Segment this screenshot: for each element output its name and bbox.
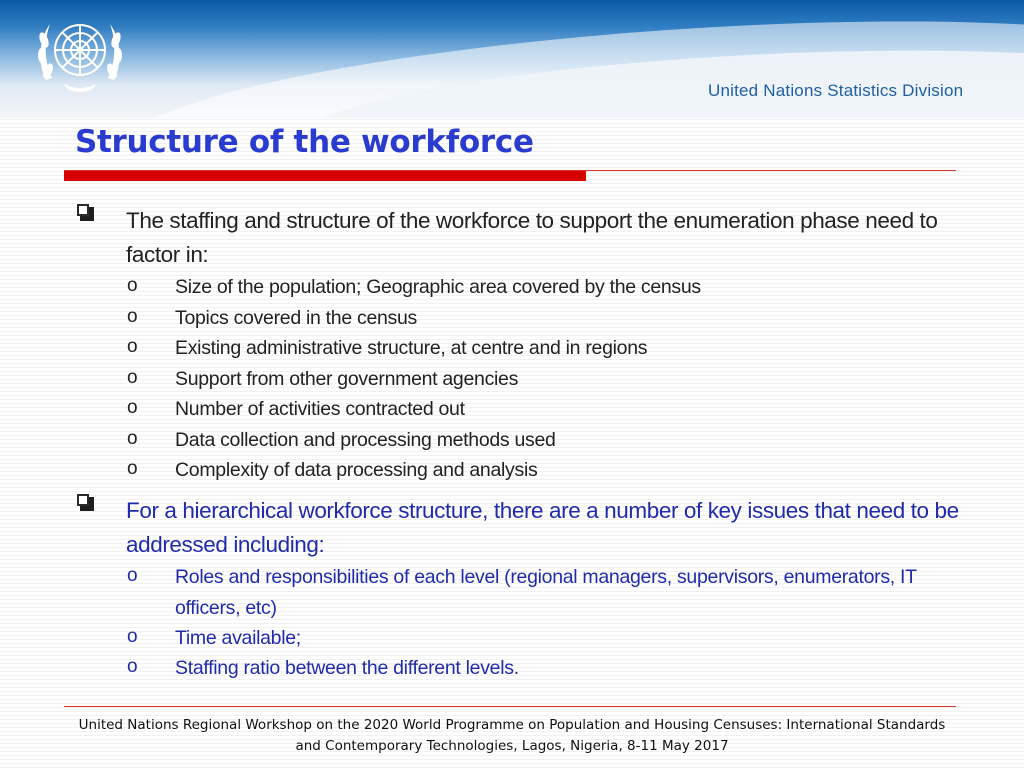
sub-bullet-marker: o — [127, 428, 138, 449]
header-banner — [0, 0, 1024, 118]
sub-bullet-marker: o — [127, 458, 138, 479]
bullet-text: For a hierarchical workforce structure, there are a number of key issues that need to be addressed including: — [126, 498, 959, 557]
footer-text — [40, 715, 984, 757]
sub-item: Number of activities contracted out — [175, 398, 465, 420]
footer-line-2: and Contemporary Technologies, Lagos, Nigeria, 8-11 May 2017 — [295, 738, 729, 754]
sub-item: Data collection and processing methods used — [175, 429, 556, 451]
sub-bullet-marker: o — [127, 565, 138, 586]
bullet-text: The staffing and structure of the workforce to support the enumeration phase need to factor in: — [126, 208, 938, 267]
sub-item: Staffing ratio between the different levels. — [175, 657, 519, 679]
sub-bullet-marker: o — [127, 367, 138, 388]
org-label: United Nations Statistics Division — [708, 81, 964, 100]
footer-line-1: United Nations Regional Workshop on the 2020 World Programme on Population and Housing Censuses: International Standards — [78, 717, 946, 733]
sub-item: Complexity of data processing and analysis — [175, 459, 538, 481]
sub-item: Existing administrative structure, at centre and in regions — [175, 337, 648, 359]
square-bullet-icon — [77, 204, 94, 221]
square-bullet-icon — [77, 494, 94, 511]
sub-bullet-marker: o — [127, 275, 138, 296]
sub-item: Roles and responsibilities of each level (regional managers, supervisors, enumerators, IT officers, etc) — [175, 566, 917, 619]
sub-bullet-marker: o — [127, 656, 138, 677]
sub-item: Support from other government agencies — [175, 368, 519, 390]
footer-divider — [64, 706, 956, 707]
slide-title: Structure of the workforce — [75, 124, 534, 160]
sub-item: Size of the population; Geographic area covered by the census — [175, 276, 701, 298]
sub-bullet-marker: o — [127, 397, 138, 418]
un-emblem-icon — [28, 10, 132, 100]
sub-item: Time available; — [175, 627, 301, 649]
sub-bullet-marker: o — [127, 306, 138, 327]
sub-bullet-marker: o — [127, 626, 138, 647]
title-accent-bar — [64, 171, 586, 181]
sub-item: Topics covered in the census — [175, 307, 417, 329]
sub-bullet-marker: o — [127, 336, 138, 357]
